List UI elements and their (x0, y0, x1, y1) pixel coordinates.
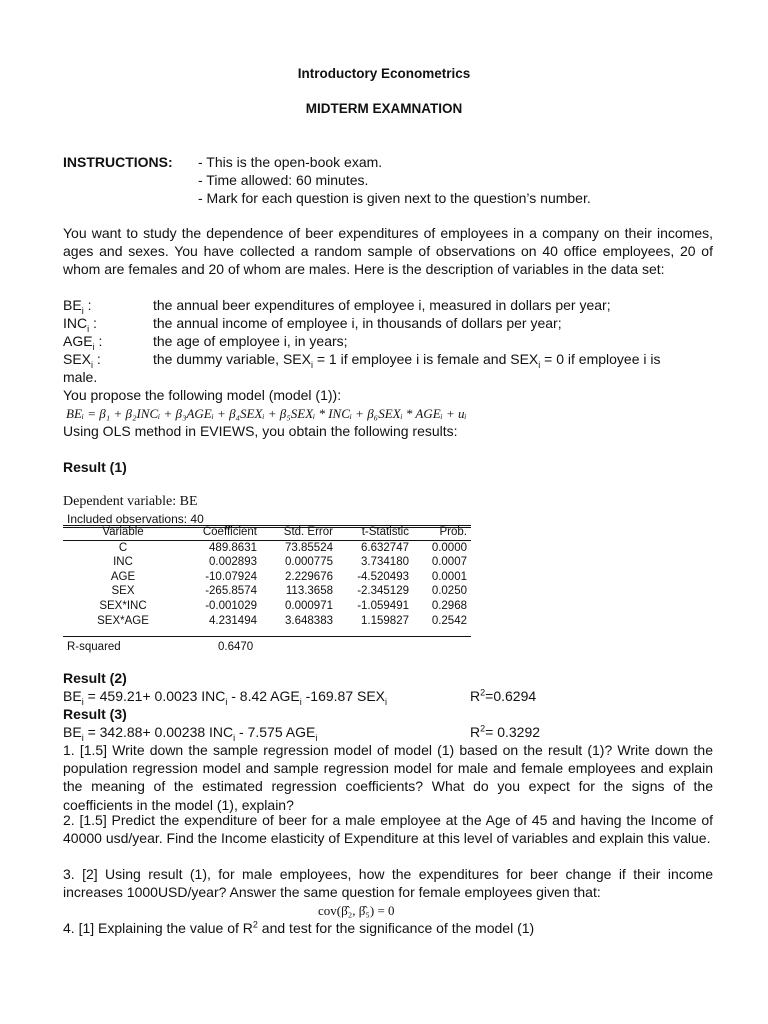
table-cell: -0.001029 (205, 599, 257, 612)
ols-line: Using OLS method in EVIEWS, you obtain the following results: (63, 423, 458, 439)
variable-name: $SEX_i$ : (63, 351, 101, 370)
covariance-formula: cov(β̂₂, β̂₅) = 0 (318, 903, 395, 918)
result3-equation: $BE_i = 342.88+ 0.00238$ $INC_i - 7.575$ $AGE_i$ (63, 724, 318, 743)
question-2: 2. [1.5] Predict the expenditure of beer for a male employee at the Age of 45 and having the Income of 40000 usd/year. Find the Income elasticity of Expenditure at this level of variables and explain this value. (63, 812, 713, 847)
table-bottom-rule (63, 636, 471, 637)
table-row (63, 555, 471, 570)
column-header: Variable (63, 525, 183, 540)
table-cell: 1.159827 (361, 614, 409, 627)
table-cell: SEX*AGE (97, 614, 149, 627)
table-row (63, 570, 471, 585)
variable-name: $BE_i$ : (63, 297, 92, 316)
r-squared-value: 0.6470 (218, 641, 254, 653)
table-cell: 0.0250 (431, 585, 467, 598)
result1-heading: Result (1) (63, 459, 127, 475)
variable-description: the age of employee i, in years; (153, 333, 348, 349)
regression-table (63, 525, 471, 628)
table-cell: -10.07924 (205, 570, 257, 583)
instruction-item: - Mark for each question is given next to the question’s number. (198, 190, 591, 206)
table-cell: INC (113, 556, 133, 569)
table-cell: -4.520493 (357, 570, 409, 583)
variable-name: $AGE_i$ : (63, 333, 103, 352)
variable-description-cont: male. (63, 369, 98, 385)
table-cell: 0.0007 (431, 556, 467, 569)
result3-r2: $R^2= 0.3292$ (470, 723, 541, 740)
course-title: Introductory Econometrics (297, 66, 471, 81)
table-cell: SEX*INC (99, 599, 147, 612)
result2-heading: Result (2) (63, 670, 127, 686)
question-1: 1. [1.5] Write down the sample regression model of model (1) based on the result (1)? Write down the population regression model and sample regression model for male and female employees and explain the meaning of the estimated regression coefficients? What do you expect for the signs of the coefficients in the model (1), explain? (63, 742, 713, 813)
table-cell: 4.231494 (209, 614, 257, 627)
column-header: Prob. (413, 525, 471, 540)
exam-title: MIDTERM EXAMNATION (305, 101, 463, 116)
table-cell: 0.002893 (209, 556, 257, 569)
table-cell: 0.000775 (285, 556, 333, 569)
r-squared-label: R-squared (67, 641, 121, 653)
table-cell: 489.8631 (209, 541, 257, 554)
table-cell: 3.648383 (285, 614, 333, 627)
table-cell: 0.2542 (431, 614, 467, 627)
table-cell: 113.3658 (285, 585, 333, 598)
table-cell: 0.0000 (431, 541, 467, 554)
table-cell: 0.0001 (431, 570, 467, 583)
instruction-item: - This is the open-book exam. (198, 154, 383, 170)
result2-equation: $BE_i = 459.21+ 0.0023$ $INC_i - 8.42$ $AGE_i$ -169.87 $SEX_i$ (63, 688, 388, 707)
column-header: t-Statistic (337, 525, 413, 540)
table-cell: 0.2968 (431, 599, 467, 612)
table-header-row (63, 525, 471, 540)
column-header: Coefficient (183, 525, 261, 540)
result2-r2: $R^2=0.6294$ (470, 687, 537, 704)
instructions-label: INSTRUCTIONS: (63, 154, 173, 170)
table-cell: -2.345129 (357, 585, 409, 598)
table-cell: -1.059491 (357, 599, 409, 612)
variable-description: the annual beer expenditures of employee i, measured in dollars per year; (153, 297, 611, 313)
table-cell: C (118, 541, 128, 554)
table-row (63, 614, 471, 629)
included-observations: Included observations: 40 (67, 512, 204, 526)
variable-name: $INC_i$ : (63, 315, 97, 334)
result3-heading: Result (3) (63, 706, 127, 722)
table-cell: -265.8574 (205, 585, 257, 598)
table-cell: SEX (111, 585, 135, 598)
table-cell: 2.229676 (285, 570, 333, 583)
table-cell: 0.000971 (285, 599, 333, 612)
table-row (63, 584, 471, 599)
column-header: Std. Error (261, 525, 337, 540)
table-cell: 6.632747 (361, 541, 409, 554)
model-intro: You propose the following model (model (1)): (63, 387, 342, 403)
question-3: 3. [2] Using result (1), for male employees, how the expenditures for beer change if their income increases 1000USD/year? Answer the same question for female employees given that: (63, 866, 713, 901)
table-cell: 3.734180 (361, 556, 409, 569)
model-equation: BEᵢ = β₁ + β₂INCᵢ + β₃AGEᵢ + β₄SEXᵢ + β₅SEXᵢ * INCᵢ + β₆SEXᵢ * AGEᵢ + uᵢ (66, 406, 467, 421)
variable-description: the annual income of employee i, in thousands of dollars per year; (153, 315, 562, 331)
instruction-item: - Time allowed: 60 minutes. (198, 172, 369, 188)
variable-description: the dummy variable, $SEX_i = 1$ if employee i is female and $SEX_i = 0$ if employee i is (153, 351, 661, 370)
table-cell: 73.85524 (285, 541, 333, 554)
table-row (63, 599, 471, 614)
intro-paragraph: You want to study the dependence of beer expenditures of employees in a company on their incomes, ages and sexes. You have collected a random sample of observations on 40 office employees, 20 of whom are females and 20 of whom are males. Here is the description of variables in the data set: (63, 225, 713, 278)
table-cell: AGE (110, 570, 136, 583)
question-4: 4. [1] Explaining the value of $R^2$ and test for the significance of the model (1) (63, 919, 535, 936)
table-row (63, 540, 471, 555)
dependent-variable: Dependent variable: BE (63, 494, 198, 509)
